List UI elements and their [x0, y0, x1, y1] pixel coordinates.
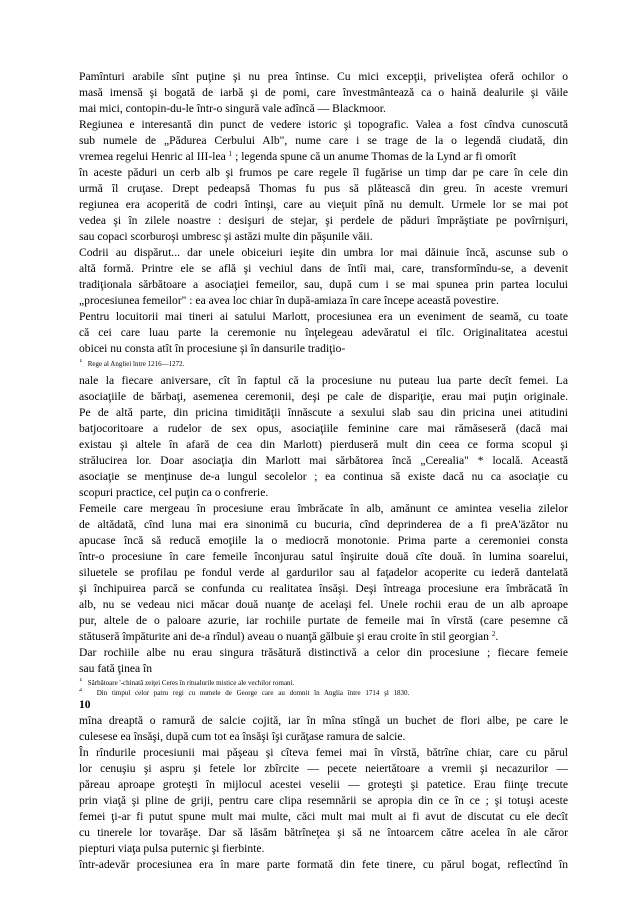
text-line: apucase încă să reducă emoţiile la o mediocră monotonie. Prima parte a ceremoniei consta [79, 534, 568, 547]
text-line: Pamînturi arabile sînt puţine şi nu prea întinse. Cu mici excepţii, priveliştea oferă ochilor o [79, 70, 568, 83]
page-number: 10 [79, 698, 91, 711]
text-line: asociaţie se menţinuse de-a lungul secolelor ; ea continua să existe dacă nu ca asociaţie cu [79, 470, 568, 483]
text-segment: stătuseră împăturite ani de-a rîndul) aveau o nuanţă gălbuie şi erau croite în stil georgian [79, 630, 489, 643]
footnote [79, 688, 568, 698]
text-line: culesese ea însăşi, după cum tot ea însăşi îşi curăţase ramura de salcie. [79, 730, 406, 743]
text-line: existau şi altele în afară de cea din Marlott) pierduseră mult din ceea ce forma scopul şi [79, 438, 568, 451]
text-line: regiunea era acoperită de codri întinşi, care au vieţuit pînă nu demult. Urmele lor se mai pot [79, 198, 568, 211]
text-line [79, 149, 568, 165]
text-line: nale la fiecare aniversare, cît în faptul că la procesiune nu puteau lua parte decît femei. La [79, 374, 568, 387]
text-line: mai mici, contopin-du-le într-o singură vale adîncă — Blackmoor. [79, 102, 386, 115]
text-line: altă formă. Printre ele se află şi vechiul dans de întîi mai, care, transformîndu-se, a devenit [79, 262, 568, 275]
text-line: obicei nu consta atît în procesiune şi în dansurile tradiţio- [79, 342, 346, 355]
text-line: urmă îl cruţase. Drept pedeapsă Thomas fu pus să plătească din greu. în aceste vremuri [79, 182, 568, 195]
text-line: de altădată, cînd luna mai era sinonimă cu bucuria, cînd deprinderea de a fi preA'äzător nu [79, 518, 568, 531]
text-line: păreau aproape groteşti în mijlocul acestei veselii — groteşti şi patetice. Erau fiinţe trecute [79, 778, 568, 791]
text-line: sau copaci scorburoşi umbresc şi astăzi multe din păşunile văii. [79, 230, 373, 243]
text-line: scopuri practice, cel puţin ca o confrerie. [79, 486, 269, 499]
text-line: sub numele de „Pădurea Cerbului Alb", nume care i se trage de la o legendă ciudată, din [79, 134, 568, 147]
text-line: siluetele se profilau pe fondul verde al gardurilor sau al faţadelor acoperite cu iederă dantelată [79, 566, 568, 579]
text-segment: ; legenda spune că un anume Thomas de la Lynd ar fi omorît [232, 150, 517, 163]
text-line: Codrii au dispărut... dar unele obiceiuri ieşite din umbra lor mai dăinuie încă, ascunse sub o [79, 246, 568, 259]
text-line: Dar rochiile albe nu erau singura trăsătură distinctivă a celor din procesiune ; fiecare femeie [79, 646, 568, 659]
footnote-ref: 1 [228, 150, 233, 158]
text-line: masă imensă şi bogată de iarbă şi de pomi, care învestmântează ca o haină dealurile şi văile [79, 86, 568, 99]
text-line: În rîndurile procesiunii mai păşeau şi cîteva femei mai în vîrstă, bătrîne chiar, care cu părul [79, 746, 568, 759]
text-line: sau fată ţinea în [79, 662, 153, 675]
text-line: Femeile care mergeau în procesiune erau îmbrăcate în alb, amănunt ce amintea veselia zilelor [79, 502, 568, 515]
text-line: într-adevăr procesiunea era în mare parte formată din fete tinere, cu părul bogat, reflectînd în [79, 858, 568, 871]
text-line: asociaţiile de bărbaţi, asemenea ceremonii, deşi pe cale de dispariţie, erau mai puţin originale. [79, 390, 568, 403]
text-line: şi închipuirea parcă se confunda cu realitatea însăşi. Deşi întreaga procesiune era îmbrăcată în [79, 582, 568, 595]
text-line: în aceste păduri un cerb alb şi frumos pe care regele îl fugărise un timp dar pe care în cele din [79, 166, 568, 179]
text-line: strălucirea lor. Doar asociaţia din Marlott mai sărbătorea încă „Cerealia" * locală. Această [79, 454, 568, 467]
text-segment: vremea regelui Henric al III-lea [79, 150, 226, 163]
footnote-ref: 2 [491, 630, 496, 638]
text-line: tradiţionala sărbătoare a asociaţiei femeilor, sau, după cum i se mai spunea prin partea locului [79, 278, 568, 291]
footnote [79, 678, 568, 688]
text-line: Pe de altă parte, din pricina timidităţii înnăscute a sexului slab sau din pricina unei atitudini [79, 406, 568, 419]
footnote-text: Sărbătoare '-chinată zeiţei Ceres în ritualurile mistice ale vechilor romani. [87, 679, 295, 687]
footnote-text: Din timpul celor patru regi cu numele de George care au domnit în Anglia între 1714 şl 1830. [96, 689, 410, 697]
text-line: mîna dreaptă o ramură de salcie cojită, iar în mîna stîngă un buchet de flori albe, pe care le [79, 714, 568, 727]
footnote-text: Rege al Angliei între 1216—1272. [87, 360, 185, 368]
text-line: batjocoritoare a rudelor de sex opus, asociaţiile feminine care mai rămăseseră (dacă mai [79, 422, 568, 435]
footnote-mark: 1 [79, 678, 83, 683]
footnote-mark: 1 [79, 359, 83, 364]
footnote-mark: 2 [79, 688, 83, 693]
footnote [79, 359, 568, 369]
text-line: într-o procesiune în care femeile înconjurau satul înşiruite două cîte două. în lumina soarelui, [79, 550, 568, 563]
text-line [79, 629, 568, 645]
text-line: că cei care luau parte la ceremonie nu înţelegeau adevăratul ei tîlc. Originalitatea acestui [79, 326, 568, 339]
text-line: Pentru locuitorii mai tineri ai satului Marlott, procesiunea era un eveniment de seamă, cu toate [79, 310, 568, 323]
text-line: piepturi viaţa pulsa puternic şi fierbinte. [79, 842, 265, 855]
text-line: Regiunea e interesantă din punct de vedere istoric şi topografic. Valea a fost cîndva cunoscută [79, 118, 568, 131]
text-line: vedea şi în zilele noastre : desişuri de stejar, şi perdele de păduri împrăştiate pe povîrnişuri, [79, 214, 568, 227]
text-line: cu tinerele lor tovarăşe. Dar să lăsăm bătrîneţea şi să ne întoarcem către acelea în ale căror [79, 826, 568, 839]
text-line: alb, nu se vedeau nici măcar două nuanţe de acelaşi fel. Unele rochii erau de un alb aproape [79, 598, 568, 611]
text-line: femei ţi-ar fi putut spune mult mai multe, căci mult mai mult ai fi avut de discutat cu ele decît [79, 810, 568, 823]
text-line: lor cenuşiu şi aspru şi fetele lor zbîrcite — pecete neiertătoare a vremii şi necazurilor — [79, 762, 568, 775]
text-line: pur, altele de o paloare azurie, iar rochiile purtate de femeile mai în vîrstă (care pesemne că [79, 614, 568, 627]
text-line: prin viaţă şi pline de griji, pentru care clipa resemnării se apropia din ce în ce ; şi totuşi aceste [79, 794, 568, 807]
text-line: „procesiunea femeilor" : ea avea loc chiar în după-amiaza în care începe această povestire. [79, 294, 499, 307]
text-segment: . [495, 630, 499, 643]
